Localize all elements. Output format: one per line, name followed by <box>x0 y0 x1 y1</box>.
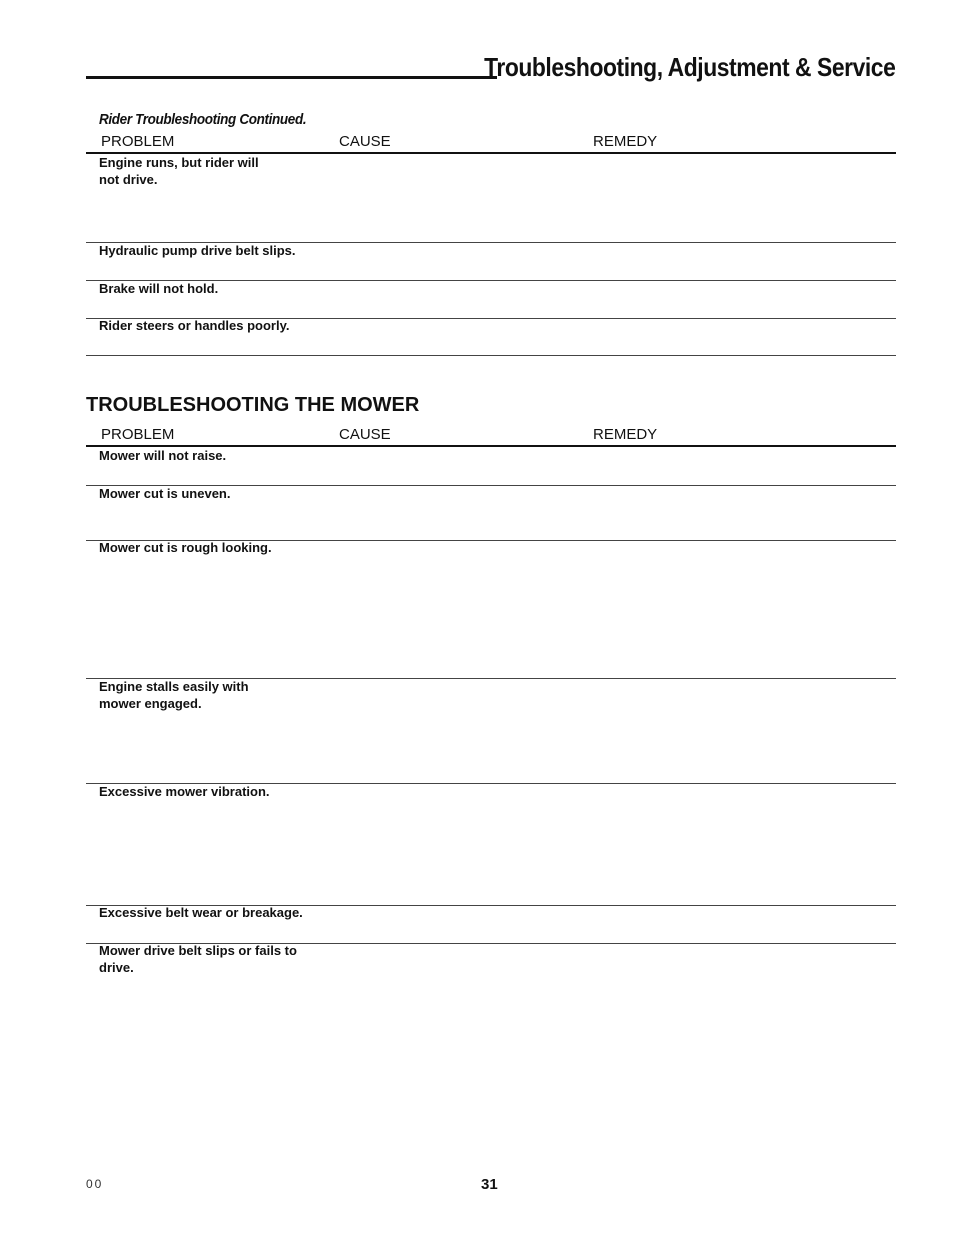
problem-text: Mower cut is uneven. <box>99 486 231 501</box>
problem-text: Rider steers or handles poorly. <box>99 318 290 333</box>
rider-problem-row <box>99 242 296 259</box>
rider-problem-column-header: PROBLEM <box>101 133 175 150</box>
header-rule <box>86 76 497 79</box>
mower-remedy-column-header: REMEDY <box>593 426 658 443</box>
problem-text: Excessive mower vibration. <box>99 784 270 799</box>
rider-problem-row <box>99 154 259 188</box>
problem-text: Hydraulic pump drive belt slips. <box>99 243 296 258</box>
rider-remedy-column-header: REMEDY <box>593 133 658 150</box>
mower-problem-row <box>99 942 297 976</box>
problem-text: Mower drive belt slips or fails to <box>99 943 297 958</box>
page-title: Troubleshooting, Adjustment & Service <box>483 52 895 82</box>
rider-cause-column-header: CAUSE <box>339 133 391 150</box>
page-number: 31 <box>481 1176 498 1193</box>
rider-problem-row <box>99 317 289 334</box>
rider-problem-row <box>99 280 218 297</box>
mower-problem-row <box>99 539 272 556</box>
mower-problem-row <box>99 904 303 921</box>
mower-problem-row <box>99 783 270 800</box>
problem-text: Engine stalls easily with <box>99 679 249 694</box>
mower-problem-row <box>99 678 249 712</box>
problem-text: drive. <box>99 960 134 975</box>
rider-section-subtitle: Rider Troubleshooting Continued. <box>99 111 307 128</box>
problem-text: Brake will not hold. <box>99 281 219 296</box>
mower-problem-column-header: PROBLEM <box>101 426 175 443</box>
problem-text: Excessive belt wear or breakage. <box>99 905 303 920</box>
mower-problem-row <box>99 485 230 502</box>
problem-text: mower engaged. <box>99 696 202 711</box>
problem-text: Mower will not raise. <box>99 448 227 463</box>
mower-problem-row <box>99 447 226 464</box>
row-divider <box>86 355 896 356</box>
footer-code: 00 <box>86 1177 104 1191</box>
mower-cause-column-header: CAUSE <box>339 426 391 443</box>
problem-text: Mower cut is rough looking. <box>99 540 272 555</box>
problem-text: not drive. <box>99 172 158 187</box>
problem-text: Engine runs, but rider will <box>99 155 259 170</box>
mower-section-title: TROUBLESHOOTING THE MOWER <box>86 394 420 416</box>
